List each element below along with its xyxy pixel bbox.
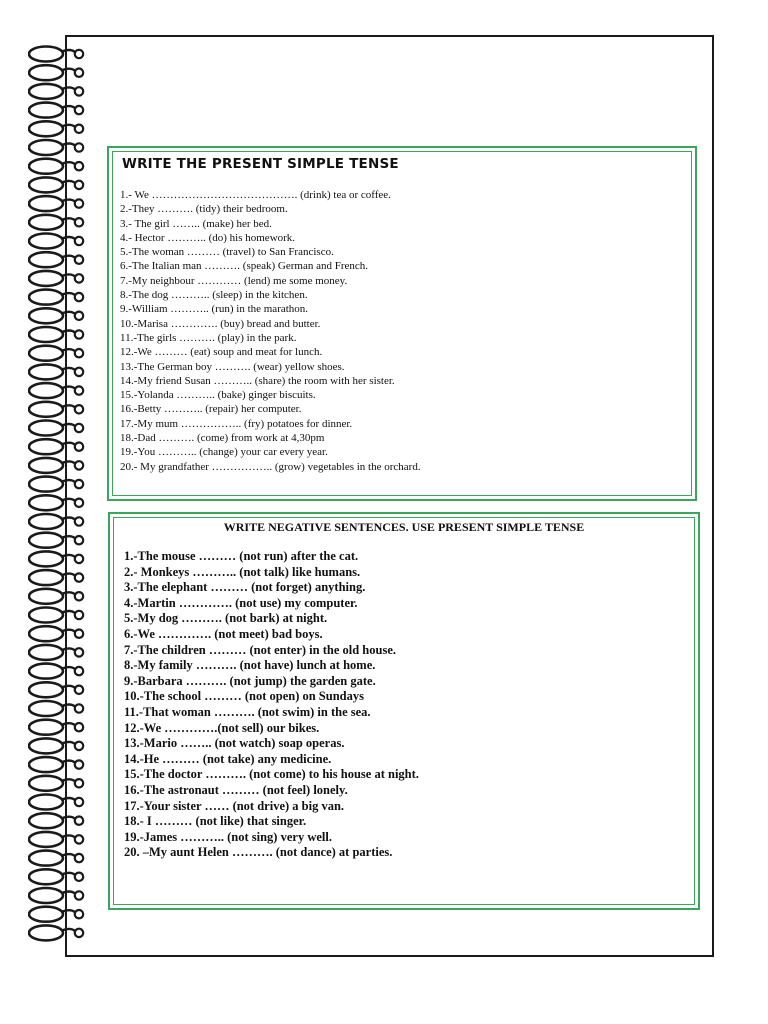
spiral-coil — [29, 888, 83, 903]
spiral-coil — [29, 514, 83, 529]
exercise-2-item: 10.-The school ……… (not open) on Sundays — [124, 689, 364, 704]
exercise-2-item: 15.-The doctor ………. (not come) to his house at night. — [124, 767, 419, 782]
exercise-2-list — [124, 549, 419, 861]
spiral-coil — [29, 701, 83, 716]
exercise-negative-sentences — [108, 512, 700, 910]
spiral-coil — [29, 103, 83, 118]
spiral-coil — [29, 383, 83, 398]
exercise-1-item: 15.-Yolanda ……….. (bake) ginger biscuits. — [120, 389, 316, 402]
spiral-coil — [29, 551, 83, 566]
spiral-coil — [29, 533, 83, 548]
spiral-coil — [29, 664, 83, 679]
spiral-coil — [29, 851, 83, 866]
exercise-2-item: 12.-We ………….(not sell) our bikes. — [124, 720, 320, 735]
exercise-1-item: 10.-Marisa …………. (buy) bread and butter. — [120, 317, 321, 330]
spiral-coil — [29, 813, 83, 828]
exercise-1-item: 9.-William ……….. (run) in the marathon. — [120, 303, 309, 316]
exercise-1-item: 13.-The German boy ………. (wear) yellow shoes. — [120, 360, 345, 373]
spiral-coil — [29, 869, 83, 884]
spiral-coil — [29, 421, 83, 436]
exercise-2-item: 9.-Barbara ………. (not jump) the garden gate. — [124, 673, 376, 688]
exercise-1-item: 5.-The woman ……… (travel) to San Francisco. — [120, 246, 334, 259]
exercise-2-item: 18.- I ……… (not like) that singer. — [124, 814, 307, 829]
spiral-coil — [29, 757, 83, 772]
exercise-1-item: 8.-The dog ……….. (sleep) in the kitchen. — [120, 289, 308, 302]
exercise-1-item: 12.-We ……… (eat) soup and meat for lunch. — [120, 346, 323, 359]
exercise-1-list — [120, 188, 421, 474]
spiral-coil — [29, 589, 83, 604]
spiral-coil — [29, 159, 83, 174]
exercise-1-item: 20.- My grandfather …………….. (grow) vegetables in the orchard. — [120, 460, 421, 473]
exercise-1-item: 18.-Dad ………. (come) from work at 4,30pm — [120, 432, 325, 445]
exercise-2-item: 16.-The astronaut ……… (not feel) lonely. — [124, 782, 348, 797]
spiral-coil — [29, 776, 83, 791]
exercise-1-item: 6.-The Italian man ………. (speak) German and French. — [120, 260, 369, 273]
exercise-2-item: 19.-James ……….. (not sing) very well. — [124, 829, 332, 844]
spiral-coil — [29, 458, 83, 473]
spiral-coil — [29, 215, 83, 230]
spiral-coil — [29, 907, 83, 922]
exercise-1-item: 17.-My mum …………….. (fry) potatoes for dinner. — [120, 417, 353, 430]
spiral-coil — [29, 177, 83, 192]
spiral-coil — [29, 626, 83, 641]
exercise-2-item: 7.-The children ……… (not enter) in the old house. — [124, 642, 396, 657]
exercise-2-item: 14.-He ……… (not take) any medicine. — [124, 751, 332, 766]
spiral-coil — [29, 234, 83, 249]
exercise-1-item: 2.-They ………. (tidy) their bedroom. — [120, 203, 288, 216]
spiral-coil — [29, 140, 83, 155]
exercise-present-simple — [107, 146, 697, 501]
spiral-coil — [29, 121, 83, 136]
exercise-2-item: 13.-Mario …….. (not watch) soap operas. — [124, 736, 345, 751]
exercise-1-item: 14.-My friend Susan ……….. (share) the room with her sister. — [120, 374, 395, 387]
exercise-1-item: 3.- The girl …….. (make) her bed. — [120, 217, 272, 230]
exercise-2-item: 3.-The elephant ……… (not forget) anything. — [124, 580, 366, 595]
exercise-1-item: 11.-The girls ………. (play) in the park. — [120, 331, 297, 344]
exercise-1-item: 7.-My neighbour ………… (lend) me some money. — [120, 274, 348, 287]
spiral-coil — [29, 252, 83, 267]
spiral-coil — [29, 570, 83, 585]
spiral-coil — [29, 720, 83, 735]
spiral-coil — [29, 290, 83, 305]
spiral-coil — [29, 738, 83, 753]
exercise-2-title: WRITE NEGATIVE SENTENCES. USE PRESENT SIMPLE TENSE — [223, 520, 585, 534]
spiral-coil — [29, 84, 83, 99]
spiral-coil — [29, 346, 83, 361]
exercise-1-item: 4.- Hector ……….. (do) his homework. — [120, 231, 296, 244]
spiral-coil — [29, 402, 83, 417]
spiral-coil — [29, 271, 83, 286]
spiral-binding — [28, 40, 98, 960]
spiral-coil — [29, 477, 83, 492]
spiral-coil — [29, 682, 83, 697]
spiral-coil — [29, 608, 83, 623]
spiral-coil — [29, 196, 83, 211]
exercise-2-item: 17.-Your sister …… (not drive) a big van. — [124, 798, 345, 813]
exercise-2-item: 6.-We …………. (not meet) bad boys. — [124, 626, 323, 641]
exercise-2-item: 11.-That woman ………. (not swim) in the sea. — [124, 704, 371, 719]
spiral-coil — [29, 47, 83, 62]
exercise-1-title: WRITE THE PRESENT SIMPLE TENSE — [122, 156, 399, 172]
exercise-2-item: 5.-My dog ………. (not bark) at night. — [124, 611, 328, 626]
spiral-coil — [29, 645, 83, 660]
spiral-coil — [29, 832, 83, 847]
exercise-1-item: 19.-You ……….. (change) your car every year. — [120, 446, 328, 459]
exercise-2-item: 8.-My family ………. (not have) lunch at home. — [124, 658, 376, 673]
spiral-coil — [29, 364, 83, 379]
exercise-2-item: 20. –My aunt Helen ………. (not dance) at parties. — [124, 845, 393, 860]
spiral-coil — [29, 495, 83, 510]
exercise-1-item: 1.- We …………………………………. (drink) tea or coffee. — [120, 189, 391, 201]
spiral-coil — [29, 925, 83, 940]
spiral-coil — [29, 65, 83, 80]
exercise-2-item: 2.- Monkeys ……….. (not talk) like humans. — [124, 564, 361, 579]
spiral-coil — [29, 327, 83, 342]
exercise-1-item: 16.-Betty ……….. (repair) her computer. — [120, 403, 302, 416]
spiral-coil — [29, 439, 83, 454]
exercise-2-item: 1.-The mouse ……… (not run) after the cat. — [124, 549, 359, 563]
exercise-2-item: 4.-Martin …………. (not use) my computer. — [124, 595, 358, 610]
spiral-coil — [29, 795, 83, 810]
spiral-coil — [29, 308, 83, 323]
